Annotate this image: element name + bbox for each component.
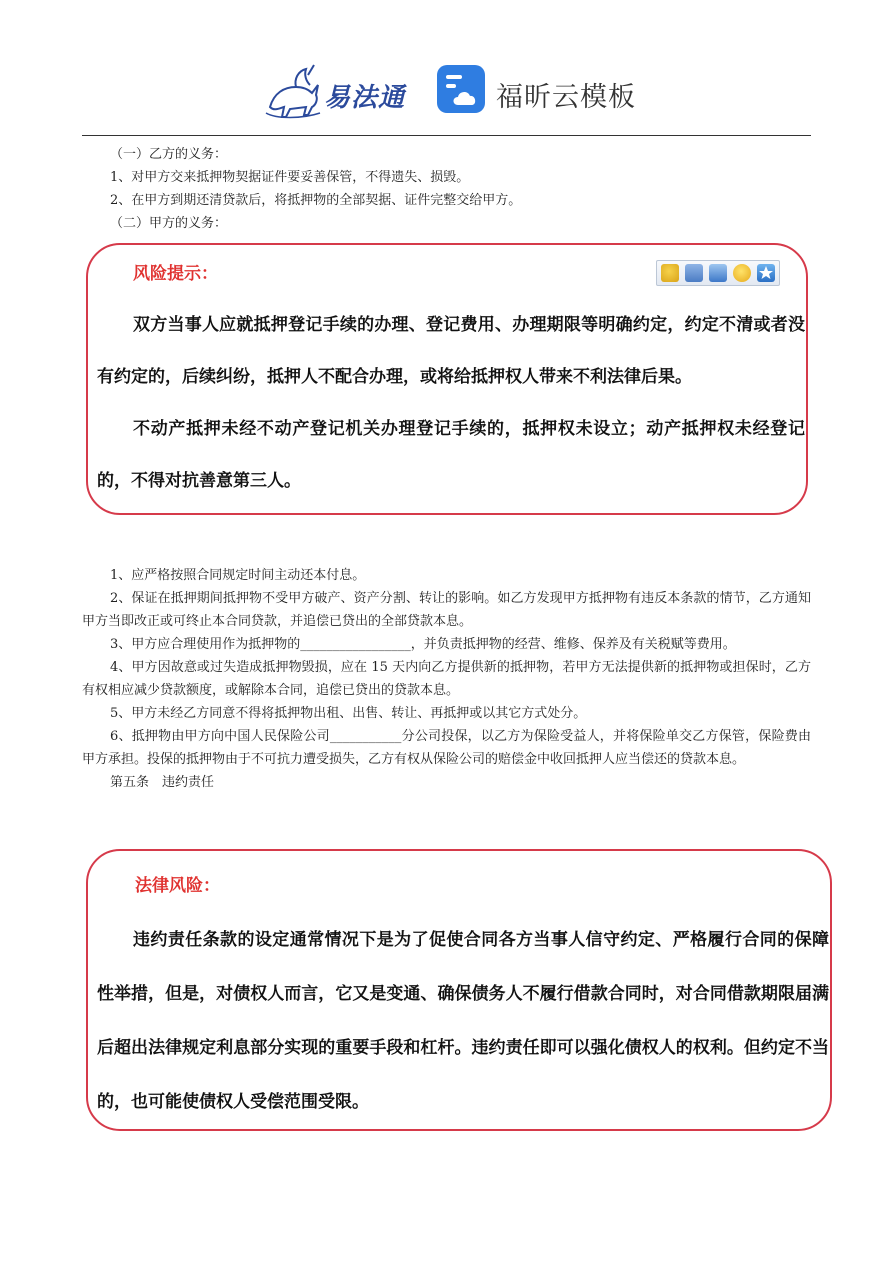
clause-paragraph: 5、甲方未经乙方同意不得将抵押物出租、出售、转让、再抵押或以其它方式处分。 [110,706,587,721]
clause-paragraph: 6、抵押物由甲方向中国人民保险公司___________分公司投保，以乙方为保险受益人，并将保险单交乙方保管，保险费由甲方承担。投保的抵押物由于不可抗力遭受损失，乙方有权从保险公司的赔偿金中收回抵押人应当偿还的贷款本息。 [82,729,811,767]
legal-risk-paragraph: 违约责任条款的设定通常情况下是为了促使合同各方当事人信守约定、严格履行合同的保障性举措，但是，对债权人而言，它又是变通、确保债务人不履行借款合同时，对合同借款期限届满后超出法律规定利息部分实现的重要手段和杠杆。违约责任即可以强化债权人的权利。但约定不当的，也可能使债权人受偿范围受限。 [97,930,829,1112]
clause-paragraph: 2、保证在抵押期间抵押物不受甲方破产、资产分割、转让的影响。如乙方发现甲方抵押物有违反本条款的情节，乙方通知甲方当即改正或可终止本合同贷款，并追偿已贷出的全部贷款本息。 [82,591,811,629]
obligation-line: （一）乙方的义务： [110,147,228,162]
clause-paragraph: 1、应严格按照合同规定时间主动还本付息。 [110,568,366,583]
clause-paragraph: 3、甲方应合理使用作为抵押物的_________________，并负责抵押物的经营、维修、保养及有关税赋等费用。 [110,637,736,652]
risk-tip-paragraph: 不动产抵押未经不动产登记机关办理登记手续的，抵押权未设立；动产抵押权未经登记的，不得对抗善意第三人。 [97,419,805,491]
obligation-line: 2、在甲方到期还清贷款后，将抵押物的全部契据、证件完整交给甲方。 [110,193,522,208]
legal-risk-box [86,849,832,1131]
document-icon[interactable] [709,264,727,282]
star-icon[interactable] [757,264,775,282]
risk-tip-body [97,299,805,507]
obligation-line: （二）甲方的义务： [110,216,228,231]
article-heading: 第五条 违约责任 [110,775,215,790]
fuxin-logo [436,63,636,121]
cloud-template-icon [436,63,488,115]
unicorn-icon [262,63,324,121]
page-header [0,55,893,125]
risk-tip-title: 风险提示： [133,264,218,284]
header-divider [82,135,811,136]
logo2-text: 福昕云模板 [496,82,636,113]
gear-icon[interactable] [661,264,679,282]
annotation-toolbar [656,260,780,286]
yifatong-logo [262,63,412,121]
risk-tip-paragraph: 双方当事人应就抵押登记手续的办理、登记费用、办理期限等明确约定，约定不清或者没有约定的，后续纠纷，抵押人不配合办理，或将给抵押权人带来不利法律后果。 [97,315,805,387]
legal-risk-title: 法律风险： [135,876,220,896]
logo1-text: 易法通 [324,83,406,113]
save-icon[interactable] [685,264,703,282]
obligation-line: 1、对甲方交来抵押物契据证件要妥善保管，不得遗失、损毁。 [110,170,470,185]
clause-paragraph: 4、甲方因故意或过失造成抵押物毁损，应在 15 天内向乙方提供新的抵押物，若甲方无法提供新的抵押物或担保时，乙方有权相应减少贷款额度，或解除本合同，追偿已贷出的贷款本息。 [82,660,811,698]
smile-icon[interactable] [733,264,751,282]
legal-risk-body [97,913,829,1129]
obligations-list [82,564,811,794]
obligations-section [82,143,811,235]
